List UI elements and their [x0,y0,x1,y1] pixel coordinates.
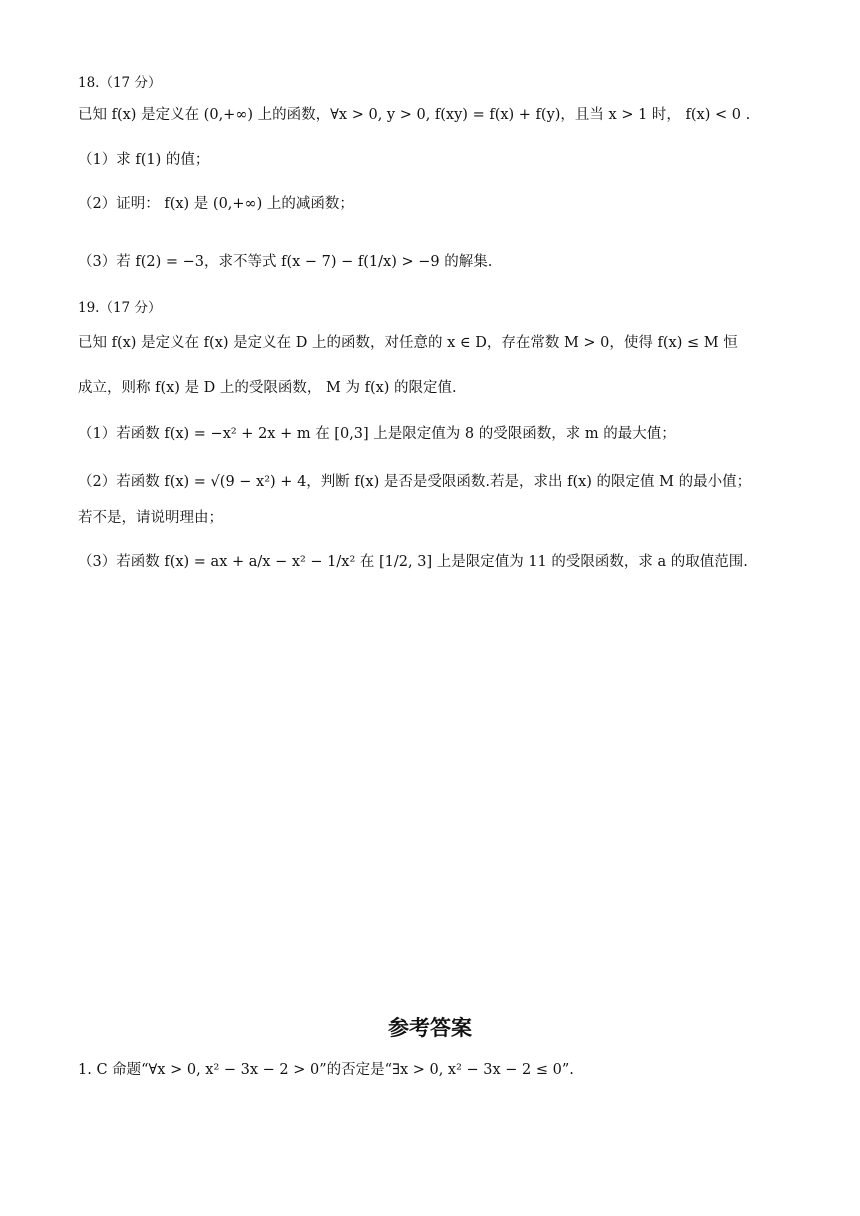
q19-part2-line2: 若不是，请说明理由； [78,510,223,526]
q19-stem-line2: 成立，则称 f(x) 是 D 上的受限函数， M 为 f(x) 的限定值. [78,380,457,396]
answers-title: 参考答案 [388,1016,472,1040]
q18-part2: （2）证明： f(x) 是 (0,+∞) 上的减函数； [78,196,354,212]
q19-part3: （3）若函数 f(x) = ax + a/x − x² − 1/x² 在 [1/2, 3] 上是限定值为 11 的受限函数，求 a 的取值范围. [78,554,748,570]
q18-part1: （1）求 f(1) 的值； [78,152,210,168]
q18-part3: （3）若 f(2) = −3，求不等式 f(x − 7) − f(1/x) > −9 的解集. [78,254,493,270]
q19-part2-line1: （2）若函数 f(x) = √(9 − x²) + 4，判断 f(x) 是否是受限函数.若是，求出 f(x) 的限定值 M 的最小值； [78,474,752,490]
q19-stem-line1: 已知 f(x) 是定义在 f(x) 是定义在 D 上的函数，对任意的 x ∈ D，存在常数 M > 0，使得 f(x) ≤ M 恒 [78,335,738,351]
answer-1: 1. C 命题“∀x > 0, x² − 3x − 2 > 0”的否定是“∃x > 0, x² − 3x − 2 ≤ 0”. [78,1062,574,1078]
q19-heading: 19.（17 分） [78,300,162,316]
q19-part1: （1）若函数 f(x) = −x² + 2x + m 在 [0,3] 上是限定值为 8 的受限函数，求 m 的最大值； [78,426,676,442]
q18-stem: 已知 f(x) 是定义在 (0,+∞) 上的函数，∀x > 0, y > 0, f(xy) = f(x) + f(y)，且当 x > 1 时， f(x) < 0 . [78,107,751,123]
q18-heading: 18.（17 分） [78,75,162,91]
